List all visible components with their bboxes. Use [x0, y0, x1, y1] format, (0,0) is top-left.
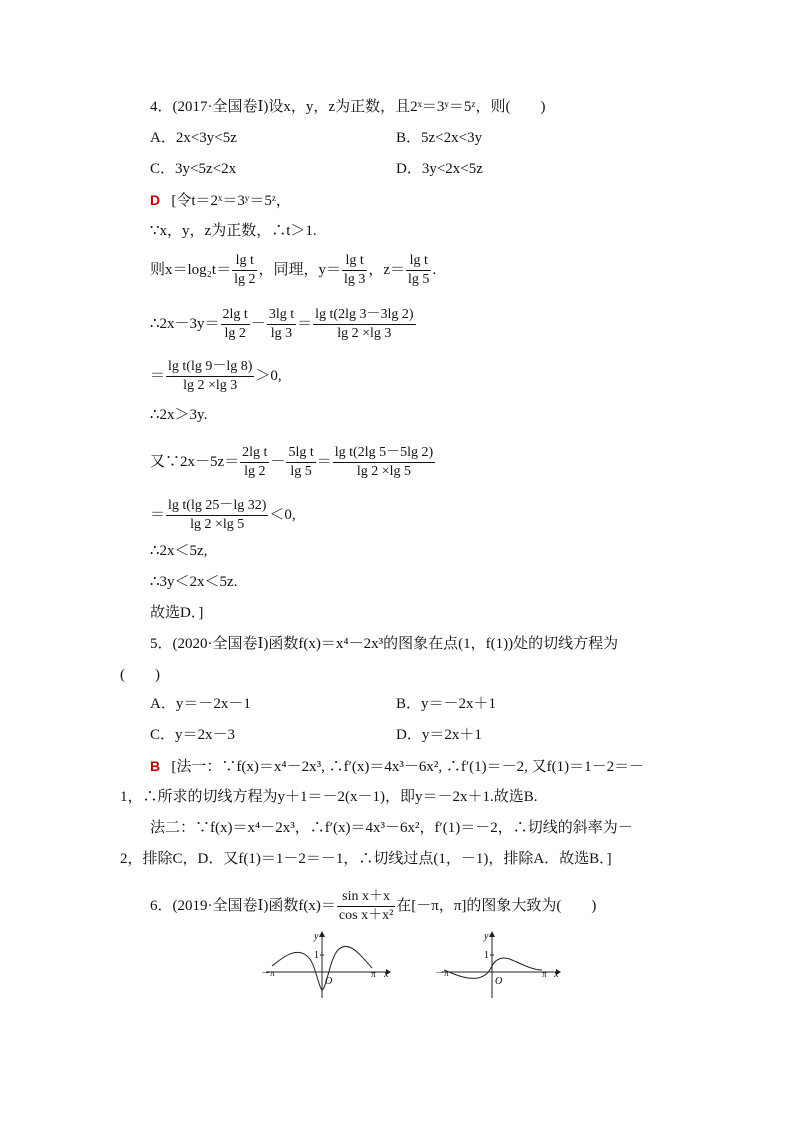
fraction-lg25-lg32 — [166, 497, 268, 534]
denominator: lg 2 ×lg 5 — [356, 464, 412, 479]
q5-paren: ( ) — [120, 667, 160, 683]
numerator: lg t(2lg 3－3lg 2) — [313, 306, 415, 325]
fraction-lgt-lg2 — [232, 252, 257, 289]
q4-option-d: D．3y<2x<5z — [396, 161, 483, 177]
fraction-5lgt-lg5 — [286, 444, 315, 481]
q4-stem: 4．(2017·全国卷Ⅰ)设x，y，z为正数，且2ˣ＝3ʸ＝5ᶻ，则( ) — [150, 99, 546, 115]
minus: － — [270, 453, 286, 470]
one-label: 1 — [484, 950, 489, 961]
q5-sol-line-1 — [150, 756, 644, 777]
numerator: 2lg t — [240, 444, 269, 463]
numerator: lg t — [406, 252, 431, 271]
numerator: sin x＋x — [337, 888, 395, 907]
numerator: lg t(lg 9－lg 8) — [166, 358, 254, 377]
q4-sol-line-9: ∴3y＜2x＜5z. — [150, 574, 238, 590]
equals: ＝ — [297, 315, 313, 332]
numerator: lg t(2lg 5－5lg 2) — [333, 444, 435, 463]
fraction-3lgt-lg3 — [267, 306, 296, 343]
q5-option-a: A．y＝－2x－1 — [150, 696, 251, 712]
q4-sol-line-7 — [150, 497, 296, 534]
y-axis-arrow — [489, 931, 495, 937]
q4-sol-line-2 — [150, 252, 436, 289]
q5-sol-1-text: [法一：∵f(x)＝x⁴－2x³, ∴f′(x)＝4x³－6x², ∴f′(1)＝－2, 又f(1)＝1－2＝－ — [171, 759, 645, 775]
curve — [444, 958, 542, 978]
q4-sol2-prefix: 则x＝log₂t＝ — [150, 261, 232, 278]
q6-graph-b — [434, 926, 574, 1001]
q4-sol-line-3 — [150, 306, 417, 343]
denominator: lg 5 — [290, 464, 312, 479]
q6-graph-a — [258, 926, 398, 1001]
denominator: lg 2 — [234, 272, 256, 287]
y-label: y — [484, 931, 489, 942]
numerator: lg t — [232, 252, 257, 271]
equals: ＝ — [150, 367, 166, 384]
q4-option-a: A．2x<3y<5z — [150, 130, 237, 146]
fraction-f6 — [337, 888, 395, 925]
q4-option-b: B．5z<2x<3y — [396, 130, 483, 146]
q5-option-c: C．y＝2x－3 — [150, 727, 236, 743]
q5-sol-line-2: 1，∴所求的切线方程为y＋1＝－2(x－1)，即y＝－2x＋1.故选B. — [120, 789, 538, 805]
fraction-lgt-lg3 — [342, 252, 367, 289]
equals: ＝ — [150, 506, 166, 523]
q4-sol-line-1: ∵x，y，z为正数，∴t＞1. — [150, 223, 317, 239]
q5-option-d: D．y＝2x＋1 — [396, 727, 482, 743]
q4-sol4-suffix: ＞0, — [255, 367, 282, 384]
q4-sol-line-4 — [150, 358, 282, 395]
denominator: cos x＋x² — [338, 908, 394, 923]
q4-sol3-prefix: ∴2x－3y＝ — [150, 315, 220, 332]
q6-stem — [150, 888, 596, 925]
q5-answer: B — [150, 758, 161, 774]
neg-pi-label: －π — [435, 968, 449, 978]
pi-label: π — [542, 969, 547, 979]
neg-pi-label: －π — [261, 968, 275, 978]
q4-sol2-z: ，z＝ — [368, 261, 406, 278]
q4-answer: D — [150, 192, 161, 208]
fraction-2lgt-lg2 — [221, 306, 250, 343]
period: . — [432, 261, 437, 278]
fraction-combined-25 — [333, 444, 435, 481]
q5-sol-line-4: 2，排除C，D．又f(1)＝1－2＝－1，∴切线过点(1，－1)，排除A．故选B．] — [120, 851, 612, 867]
equals: ＝ — [316, 453, 332, 470]
q5-option-b: B．y＝－2x＋1 — [396, 696, 497, 712]
denominator: lg 2 — [224, 326, 246, 341]
fraction-combined-23 — [313, 306, 415, 343]
denominator: lg 2 — [244, 464, 266, 479]
numerator: 2lg t — [221, 306, 250, 325]
fraction-2lgt-lg2 — [240, 444, 269, 481]
denominator: lg 2 ×lg 3 — [183, 378, 238, 393]
q6-stem-suffix: 在[－π，π]的图象大致为( ) — [396, 897, 597, 914]
one-label: 1 — [314, 950, 319, 961]
q4-sol-intro-text: [令t＝2ˣ＝3ʸ＝5ᶻ， — [171, 193, 291, 209]
q5-sol-line-3: 法二：∵f(x)＝x⁴－2x³，∴f′(x)＝4x³－6x²，f′(1)＝－2，∴切线的斜率为－ — [150, 820, 633, 836]
x-label: x — [384, 969, 389, 980]
origin-label: O — [495, 976, 503, 987]
pi-label: π — [371, 969, 376, 979]
fraction-lgt-lg5 — [406, 252, 431, 289]
q4-sol-line-8: ∴2x＜5z, — [150, 543, 208, 559]
numerator: lg t — [342, 252, 367, 271]
denominator: lg 5 — [408, 272, 430, 287]
q4-sol-line-10: 故选D．] — [150, 605, 204, 621]
q5-stem: 5．(2020·全国卷Ⅰ)函数f(x)＝x⁴－2x³的图象在点(1，f(1))处的切线方程为 — [150, 636, 619, 652]
q4-solution-intro — [150, 190, 291, 211]
q4-sol-line-6 — [150, 444, 436, 481]
fraction-lg9-lg8 — [166, 358, 254, 395]
numerator: 3lg t — [267, 306, 296, 325]
y-axis-arrow — [319, 931, 325, 937]
denominator: lg 2 ×lg 5 — [190, 517, 245, 532]
q6-stem-prefix: 6．(2019·全国卷Ⅰ)函数f(x)＝ — [150, 897, 336, 914]
q4-sol7-suffix: ＜0, — [269, 506, 296, 523]
minus: － — [250, 315, 266, 332]
numerator: lg t(lg 25－lg 32) — [166, 497, 268, 516]
denominator: lg 3 — [343, 272, 366, 287]
origin-label: O — [325, 976, 333, 987]
q4-sol-line-5: ∴2x＞3y. — [150, 407, 208, 423]
q4-sol2-mid: ，同理，y＝ — [258, 261, 341, 278]
q4-option-c: C．3y<5z<2x — [150, 161, 237, 177]
numerator: 5lg t — [286, 444, 315, 463]
x-label: x — [554, 969, 559, 980]
y-label: y — [314, 931, 319, 942]
denominator: lg 3 — [270, 326, 293, 341]
denominator: lg 2 ×lg 3 — [337, 326, 392, 341]
q4-sol6-prefix: 又∵2x－5z＝ — [150, 453, 240, 470]
